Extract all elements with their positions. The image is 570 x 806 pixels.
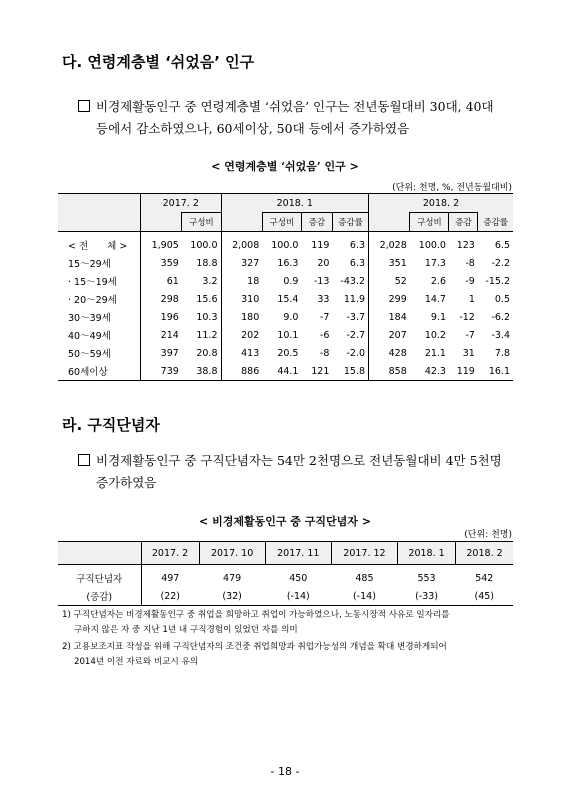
table-cell: 1,905: [151, 239, 179, 251]
table-cell: 121: [311, 365, 330, 377]
checkbox-icon: [78, 454, 90, 466]
table-cell: 542: [475, 572, 494, 584]
table-cell: 100.0: [418, 239, 446, 251]
header-rate: 증감률: [478, 213, 513, 232]
table-cell: -8: [465, 257, 475, 269]
row-label: 60세이상: [58, 362, 141, 381]
header-share: 구성비: [182, 213, 221, 232]
table-cell: 6.3: [332, 254, 368, 272]
table-cell: -3.7: [332, 308, 368, 326]
table-cell: 119: [456, 365, 475, 377]
header-2017-2: 2017. 2: [141, 194, 221, 213]
table-cell: -9: [465, 275, 475, 287]
table-cell: 0.5: [494, 293, 510, 305]
header-2018-2: 2018. 2: [369, 194, 513, 213]
table-cell: 10.2: [424, 329, 446, 341]
change-label: (증감): [58, 587, 141, 606]
table-cell: 3.2: [182, 272, 221, 290]
table-cell: 2,008: [232, 239, 260, 251]
table-cell: 42.3: [424, 365, 446, 377]
table-cell: 20: [317, 257, 330, 269]
table-cell: (-14): [286, 590, 310, 602]
header-2018-1: 2018. 1: [221, 194, 369, 213]
table-header-row: [58, 542, 513, 565]
header-change: 증감: [449, 213, 478, 232]
table-cell: 413: [241, 347, 260, 359]
footnote-1: [62, 608, 532, 638]
table-cell: 2.6: [430, 275, 446, 287]
table-cell: 10.1: [277, 329, 299, 341]
table-cell: 10.3: [182, 308, 221, 326]
table-row: [58, 326, 513, 344]
table-cell: 0.9: [283, 275, 299, 287]
table-cell: 15.6: [182, 290, 221, 308]
table-cell: -13: [313, 275, 330, 287]
table-cell: 9.1: [430, 311, 446, 323]
table-cell: 20.5: [277, 347, 299, 359]
table-cell: 7.8: [494, 347, 510, 359]
table-row: [58, 254, 513, 272]
table-row: [58, 232, 513, 255]
table-cell: -2.7: [332, 326, 368, 344]
table-cell: 17.3: [424, 257, 446, 269]
inactive-rest-table: [58, 193, 513, 381]
para-da-line2: 등에서 감소하였으나, 60세이상, 50대 등에서 증가하였음: [96, 121, 410, 136]
table-cell: 16.3: [277, 257, 299, 269]
table-cell: -43.2: [332, 272, 368, 290]
table-cell: 397: [160, 347, 179, 359]
section-title-ra: 라. 구직단념자: [62, 416, 160, 434]
row-label: · 15～19세: [58, 272, 141, 290]
row-label: · 20～29세: [58, 290, 141, 308]
table-cell: -12: [459, 311, 475, 323]
header-rate: 증감률: [332, 213, 368, 232]
table-cell: -8: [319, 347, 330, 359]
table-cell: -2.2: [491, 257, 510, 269]
table-cell: -7: [319, 311, 330, 323]
table-row: [58, 362, 513, 381]
page-number: - 18 -: [270, 765, 300, 778]
table-cell: 18: [247, 275, 260, 287]
row-label: < 전 체 >: [58, 232, 141, 255]
row-label: 30～39세: [58, 308, 141, 326]
table-cell: 310: [241, 293, 260, 305]
table-cell: 100.0: [182, 232, 221, 255]
table-cell: 479: [223, 572, 242, 584]
table-cell: 450: [289, 572, 308, 584]
section-title-da: 다. 연령계층별 ‘쉬었음’ 인구: [62, 53, 255, 71]
table-cell: 739: [160, 365, 179, 377]
table-cell: 11.2: [182, 326, 221, 344]
table-cell: 858: [388, 365, 407, 377]
table-cell: 180: [241, 311, 260, 323]
month-header: 2017. 10: [199, 542, 265, 565]
table-cell: 428: [388, 347, 407, 359]
row-label: 40～49세: [58, 326, 141, 344]
header-share: 구성비: [262, 213, 301, 232]
table-row: [58, 344, 513, 362]
table-cell: 100.0: [271, 239, 299, 251]
row-label: 15～29세: [58, 254, 141, 272]
table-cell: 38.8: [182, 362, 221, 381]
table-cell: 184: [388, 311, 407, 323]
table-row: [58, 587, 513, 606]
month-header: 2018. 1: [398, 542, 456, 565]
table-cell: 497: [161, 572, 180, 584]
table-cell: 327: [241, 257, 260, 269]
table-cell: -6: [319, 329, 330, 341]
table-cell: 351: [388, 257, 407, 269]
table-cell: 886: [241, 365, 260, 377]
discouraged-workers-table: [58, 541, 513, 606]
footnote-2: [62, 640, 532, 670]
footnote-2-line1: 2) 고용보조지표 작성을 위해 구직단념자의 조건중 취업희망과 취업가능성의 개념을 확대 변경하게되어: [62, 642, 447, 652]
row-label: 구직단념자: [58, 565, 141, 588]
table-cell: 33: [317, 293, 330, 305]
table-cell: 6.5: [494, 239, 510, 251]
table-cell: 6.3: [332, 232, 368, 255]
table-cell: (22): [160, 590, 181, 602]
table-cell: (45): [474, 590, 495, 602]
para-ra-line2: 증가하였음: [96, 475, 157, 490]
table-cell: 298: [160, 293, 179, 305]
month-header: 2018. 2: [456, 542, 513, 565]
checkbox-icon: [78, 100, 90, 112]
table-cell: -3.4: [491, 329, 510, 341]
table-cell: 214: [160, 329, 179, 341]
table-row: [58, 308, 513, 326]
table-cell: 202: [241, 329, 260, 341]
footnote-1-line1: 1) 구직단념자는 비경제활동인구 중 취업을 희망하고 취업이 가능하였으나, 노동시장적 사유로 일자리를: [62, 610, 450, 620]
table-cell: 553: [417, 572, 436, 584]
table-row: [58, 290, 513, 308]
table-cell: 20.8: [182, 344, 221, 362]
table-cell: 15.4: [277, 293, 299, 305]
table-cell: (-33): [415, 590, 438, 602]
table-cell: 1: [468, 293, 475, 305]
table-cell: (-14): [352, 590, 376, 602]
header-change: 증감: [301, 213, 332, 232]
para-ra-line1: 비경제활동인구 중 구직단념자는 54만 2천명으로 전년동월대비 4만 5천명: [96, 453, 502, 468]
table-cell: 299: [388, 293, 407, 305]
table-cell: 2,028: [379, 239, 407, 251]
table-caption-da: < 연령계층별 ‘쉬었음’ 인구 >: [211, 160, 359, 173]
table-cell: -2.0: [332, 344, 368, 362]
table-cell: -7: [465, 329, 475, 341]
table-cell: 52: [394, 275, 407, 287]
table-cell: 21.1: [424, 347, 446, 359]
table-cell: 196: [160, 311, 179, 323]
month-header: 2017. 11: [265, 542, 331, 565]
table-cell: 15.8: [332, 362, 368, 381]
table-cell: 44.1: [277, 365, 299, 377]
table-header-row-1: [58, 194, 513, 213]
table-cell: 207: [388, 329, 407, 341]
table-cell: 359: [160, 257, 179, 269]
paragraph-da: [78, 96, 518, 140]
table-caption-ra: < 비경제활동인구 중 구직단념자 >: [199, 515, 371, 528]
table-cell: 61: [166, 275, 179, 287]
table-cell: 11.9: [332, 290, 368, 308]
para-da-line1: 비경제활동인구 중 연령계층별 ‘쉬었음’ 인구는 전년동월대비 30대, 40대: [96, 99, 494, 114]
table-cell: -15.2: [485, 275, 510, 287]
table-row: [58, 565, 513, 588]
table-cell: 123: [456, 239, 475, 251]
table-cell: (32): [222, 590, 242, 602]
row-label: 50～59세: [58, 344, 141, 362]
table-cell: 31: [462, 347, 475, 359]
table-cell: 14.7: [424, 293, 446, 305]
table-cell: 485: [355, 572, 374, 584]
table-cell: 18.8: [182, 254, 221, 272]
table-cell: 119: [311, 239, 330, 251]
table-row: [58, 272, 513, 290]
table-cell: 9.0: [283, 311, 299, 323]
footnote-1-line2: 구하지 않은 자 중 지난 1년 내 구직경험이 있었던 자를 의미: [74, 625, 298, 635]
table-unit-ra: (단위: 천명): [464, 530, 512, 540]
month-header: 2017. 2: [141, 542, 199, 565]
table-cell: 16.1: [488, 365, 510, 377]
header-share: 구성비: [410, 213, 449, 232]
table-unit-da: (단위: 천명, %, 전년동월대비): [392, 183, 512, 193]
paragraph-ra: [78, 450, 518, 494]
table-cell: -6.2: [491, 311, 510, 323]
month-header: 2017. 12: [331, 542, 397, 565]
footnote-2-line2: 2014년 이전 자료와 비교시 유의: [74, 657, 199, 667]
